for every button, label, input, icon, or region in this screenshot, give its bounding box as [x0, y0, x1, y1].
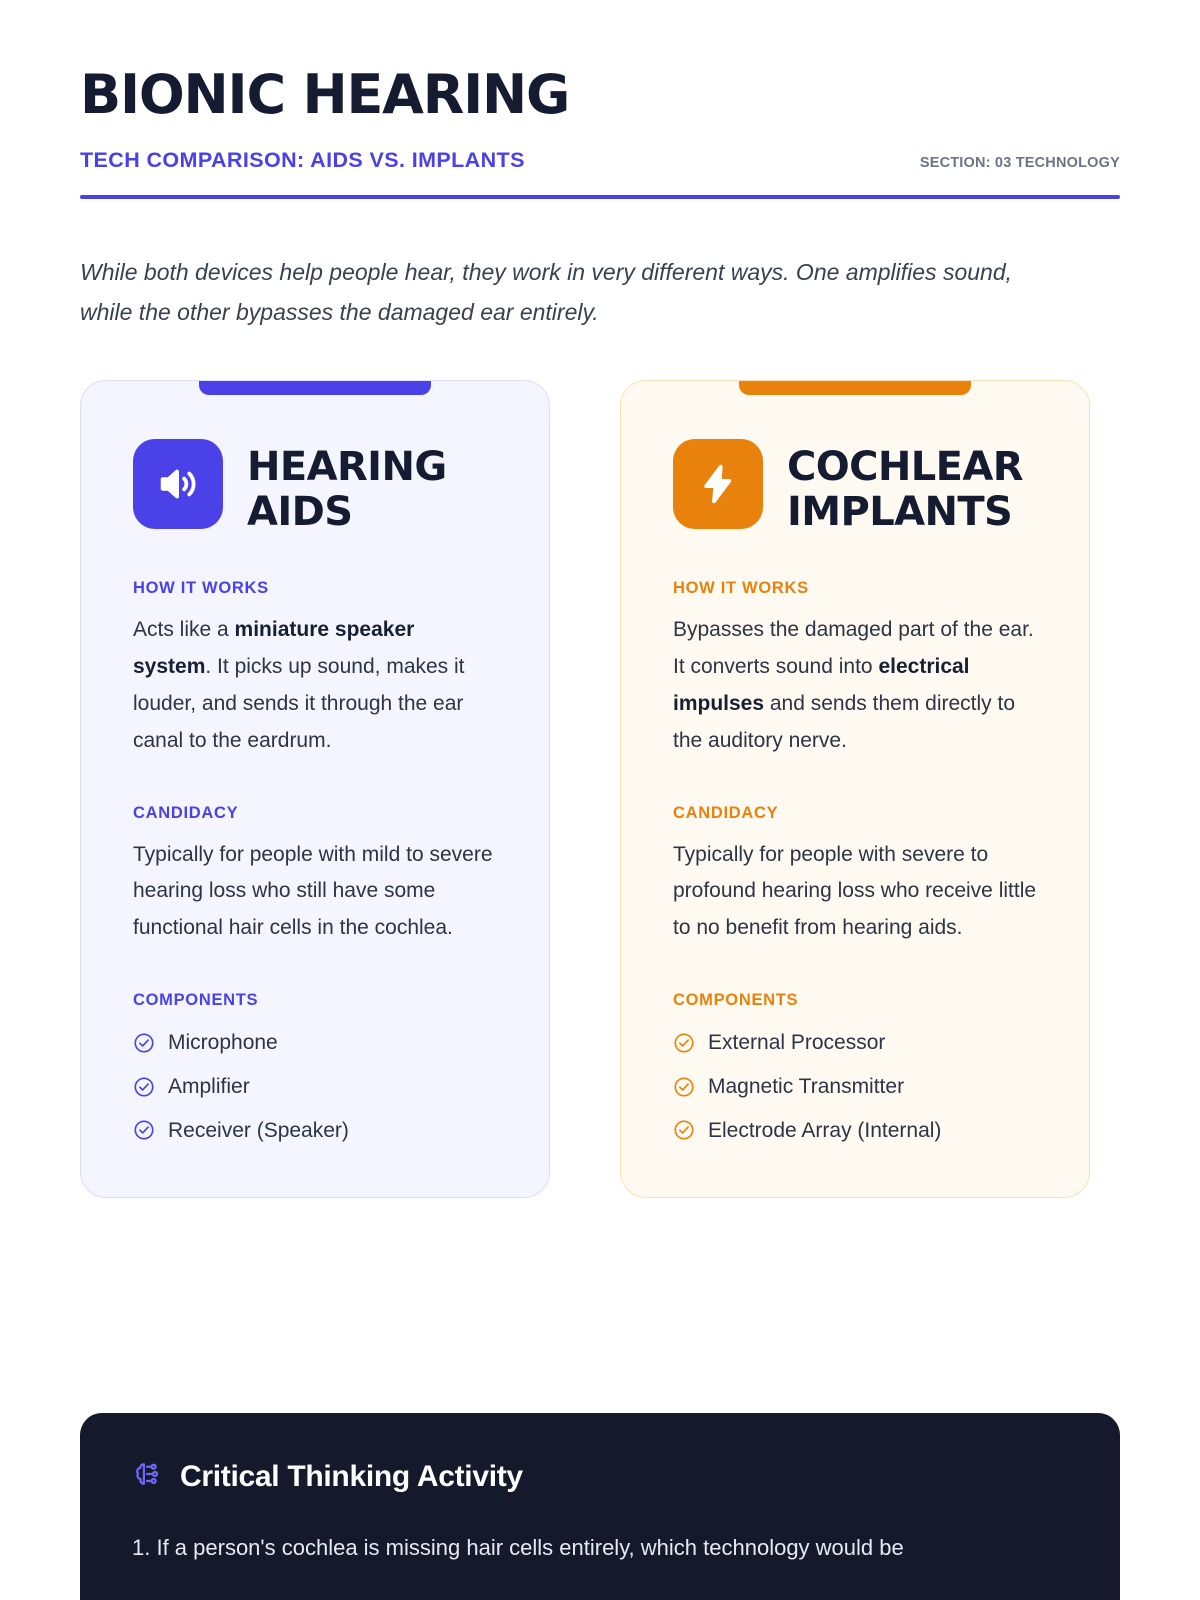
- section-body-how-it-works: [133, 612, 497, 760]
- text-suffix: and sends them directly to the auditory nerve.: [673, 691, 1016, 752]
- check-circle-icon: [133, 1119, 155, 1141]
- section-label-how-it-works: HOW IT WORKS: [673, 578, 809, 597]
- card-hearing-aids: [80, 380, 550, 1198]
- page-subtitle: TECH COMPARISON: AIDS VS. IMPLANTS: [80, 148, 525, 172]
- header-divider: [80, 195, 1120, 199]
- intro-paragraph: While both devices help people hear, they work in very different ways. One amplifies sound, while the other bypasses the damaged ear entirely.: [80, 259, 1012, 325]
- text-prefix: Bypasses the damaged part of the ear. It converts sound into: [673, 617, 1034, 678]
- components-list: [673, 1026, 1037, 1147]
- critical-thinking-panel: [80, 1413, 1120, 1600]
- section-label-how-it-works: HOW IT WORKS: [133, 578, 269, 597]
- component-label: Receiver (Speaker): [168, 1118, 349, 1142]
- brain-idea-icon: [132, 1459, 162, 1494]
- section-label-candidacy: CANDIDACY: [673, 803, 779, 822]
- section-label-components: COMPONENTS: [673, 991, 799, 1010]
- card-accent-bar: [739, 380, 971, 395]
- list-item: [133, 1114, 497, 1148]
- check-circle-icon: [133, 1032, 155, 1054]
- card-title: HEARING AIDS: [247, 444, 447, 535]
- card-accent-bar: [199, 380, 431, 395]
- text-emphasis: miniature speaker system: [133, 617, 415, 678]
- text-suffix: . It picks up sound, makes it louder, and sends it through the ear canal to the eardrum.: [133, 654, 465, 752]
- check-circle-icon: [673, 1119, 695, 1141]
- page-header: [80, 0, 1120, 199]
- list-item: [133, 1070, 497, 1104]
- text-emphasis: electrical impulses: [673, 654, 970, 715]
- section-label-components: COMPONENTS: [133, 991, 259, 1010]
- lightning-bolt-icon: [673, 439, 763, 529]
- list-item: [133, 1026, 497, 1060]
- page-title: BIONIC HEARING: [80, 63, 570, 126]
- components-list: [133, 1026, 497, 1147]
- card-cochlear-implants: [620, 380, 1090, 1198]
- card-title: COCHLEAR IMPLANTS: [787, 444, 1023, 535]
- component-label: Electrode Array (Internal): [708, 1118, 942, 1142]
- check-circle-icon: [673, 1032, 695, 1054]
- check-circle-icon: [673, 1076, 695, 1098]
- section-body-how-it-works: [673, 612, 1037, 760]
- speaker-volume-icon: [133, 439, 223, 529]
- comparison-cards: [80, 380, 1120, 1198]
- text-prefix: Acts like a: [133, 617, 235, 641]
- list-item: [673, 1070, 1037, 1104]
- section-label-candidacy: CANDIDACY: [133, 803, 239, 822]
- card-header: [133, 439, 497, 535]
- section-body-candidacy: Typically for people with mild to severe hearing loss who still have some functional hair cells in the cochlea.: [133, 842, 493, 940]
- component-label: Microphone: [168, 1031, 278, 1055]
- activity-title: Critical Thinking Activity: [180, 1459, 523, 1493]
- component-label: Magnetic Transmitter: [708, 1074, 905, 1098]
- component-label: External Processor: [708, 1031, 886, 1055]
- list-item: [673, 1114, 1037, 1148]
- card-header: [673, 439, 1037, 535]
- activity-header: [132, 1459, 1068, 1494]
- header-subrow: [80, 148, 1120, 173]
- check-circle-icon: [133, 1076, 155, 1098]
- list-item: [673, 1026, 1037, 1060]
- component-label: Amplifier: [168, 1074, 250, 1098]
- section-tag: SECTION: 03 TECHNOLOGY: [919, 155, 1120, 171]
- activity-question-1: 1. If a person's cochlea is missing hair cells entirely, which technology would be: [132, 1535, 904, 1560]
- section-body-candidacy: Typically for people with severe to profound hearing loss who receive little to no benefit from hearing aids.: [673, 842, 1037, 940]
